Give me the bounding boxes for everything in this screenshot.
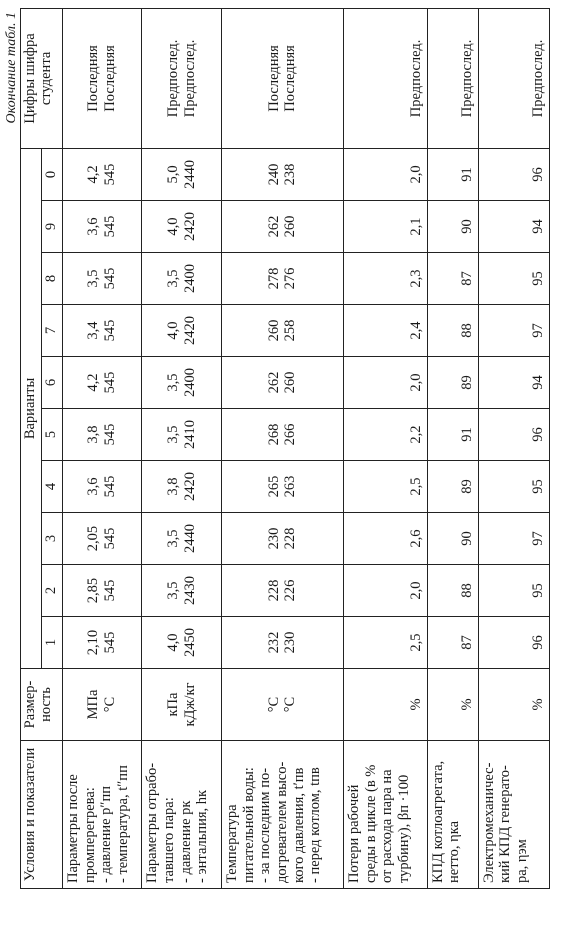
cell-line: 91 — [458, 427, 475, 442]
value-cell — [142, 565, 221, 617]
value-cell — [221, 461, 343, 513]
condition-cell — [62, 741, 141, 889]
value-cell — [427, 565, 478, 617]
digit-cell — [62, 8, 141, 148]
value-cell — [221, 148, 343, 200]
cell-line: Последняя — [265, 45, 282, 112]
cell-line: 2440 — [181, 159, 198, 189]
cell-line: кого давления, t′пв — [290, 767, 307, 883]
cell-line: Параметры отрабо- — [144, 762, 161, 883]
value-cell — [427, 357, 478, 409]
digit-cell — [142, 8, 221, 148]
cell-line: питательной воды: — [240, 767, 257, 883]
value-cell — [221, 409, 343, 461]
cell-line: 2420 — [181, 472, 198, 501]
cell-line: 88 — [458, 323, 475, 338]
value-cell — [478, 461, 549, 513]
cell-line: 262 — [265, 371, 282, 394]
cell-line: Температура — [223, 804, 240, 883]
variant-number: 9 — [41, 201, 62, 253]
cell-line: 230 — [282, 631, 299, 654]
value-cell — [62, 201, 141, 253]
value-cell — [478, 617, 549, 669]
cell-line: 545 — [102, 267, 119, 290]
cell-line: 2,85 — [85, 577, 102, 604]
cell-line: 94 — [530, 375, 547, 390]
cell-line: °С — [265, 696, 282, 713]
digit-cell — [344, 8, 428, 148]
cell-line: 4,0 — [164, 321, 181, 340]
cell-line: нетто, ηка — [446, 820, 463, 883]
value-cell — [62, 617, 141, 669]
cell-line: Потери рабочей — [346, 784, 363, 883]
cell-line: 2410 — [181, 420, 198, 449]
value-cell — [427, 148, 478, 200]
parameters-table — [20, 8, 550, 889]
value-cell — [221, 565, 343, 617]
value-cell — [344, 565, 428, 617]
value-cell — [221, 305, 343, 357]
unit-cell — [62, 669, 141, 741]
value-cell — [344, 148, 428, 200]
cell-line: 2400 — [181, 368, 198, 397]
cell-line: 276 — [282, 267, 299, 290]
cell-line: кий КПД генерато- — [497, 765, 514, 883]
cell-line: кПа — [164, 692, 181, 717]
cell-line: 2420 — [181, 316, 198, 345]
dimension-header: Размер-ность — [21, 669, 63, 741]
value-cell — [221, 253, 343, 305]
cell-line: 226 — [282, 579, 299, 602]
cell-line: 2,5 — [408, 633, 425, 652]
unit-cell — [221, 669, 343, 741]
value-cell — [142, 305, 221, 357]
cell-line: 97 — [530, 323, 547, 338]
value-cell — [344, 409, 428, 461]
cell-line: 2420 — [181, 212, 198, 241]
variant-number: 0 — [41, 148, 62, 200]
cell-line: 545 — [102, 163, 119, 186]
cell-line: 240 — [265, 163, 282, 186]
cell-line: 260 — [282, 371, 299, 394]
cell-line: промперегрева: — [81, 787, 98, 883]
cell-line: 3,8 — [85, 425, 102, 444]
cell-line: 2,05 — [85, 525, 102, 552]
value-cell — [478, 253, 549, 305]
cell-line: 2440 — [181, 524, 198, 553]
value-cell — [427, 305, 478, 357]
value-cell — [478, 565, 549, 617]
cell-line: 3,8 — [164, 477, 181, 496]
cell-line: 2,0 — [408, 581, 425, 600]
cell-line: 3,4 — [85, 321, 102, 340]
cell-line: 3,5 — [164, 269, 181, 288]
cell-line: °С — [282, 696, 299, 713]
cell-line: 3,6 — [85, 477, 102, 496]
unit-cell — [142, 669, 221, 741]
cell-line: 95 — [530, 479, 547, 494]
cell-line: 2,10 — [85, 629, 102, 656]
table-row — [478, 8, 549, 888]
cell-line: кДж/кг — [181, 682, 198, 727]
cell-line: 91 — [458, 167, 475, 182]
cell-line: Последняя — [282, 45, 299, 112]
variant-number: 8 — [41, 253, 62, 305]
cell-line: 545 — [102, 579, 119, 602]
cell-line: 545 — [102, 475, 119, 498]
cell-line: 2,4 — [408, 321, 425, 340]
variant-number: 4 — [41, 461, 62, 513]
cell-line: 2,0 — [408, 165, 425, 184]
table-row — [62, 8, 141, 888]
cell-line: 3,5 — [164, 373, 181, 392]
digit-cell — [478, 8, 549, 148]
condition-cell — [344, 741, 428, 889]
cell-line: 4,0 — [164, 217, 181, 236]
cell-line: - давление p″пп — [98, 786, 115, 883]
cell-line: 545 — [102, 527, 119, 550]
table-row — [427, 8, 478, 888]
cell-line: тавшего пара: — [161, 797, 178, 883]
cell-line: 89 — [458, 375, 475, 390]
header-row — [21, 8, 42, 888]
cell-line: от расхода пара на — [379, 769, 396, 883]
value-cell — [344, 305, 428, 357]
cell-line: МПа — [85, 689, 102, 720]
cell-line: 2,5 — [408, 477, 425, 496]
cell-line: Предпослед. — [181, 39, 198, 118]
cell-line: °С — [102, 696, 119, 713]
cell-line: - давление pк — [177, 800, 194, 883]
value-cell — [344, 201, 428, 253]
cell-line: 545 — [102, 631, 119, 654]
cell-line: % — [458, 698, 475, 711]
cell-line: 545 — [102, 215, 119, 238]
cell-line: - перед котлом, tпв — [307, 767, 324, 883]
value-cell — [478, 357, 549, 409]
value-cell — [221, 201, 343, 253]
cell-line: КПД котлоагрегата, — [429, 760, 446, 883]
cell-line: 3,5 — [164, 581, 181, 600]
condition-cell — [427, 741, 478, 889]
value-cell — [62, 148, 141, 200]
cell-line: 95 — [530, 271, 547, 286]
unit-cell — [478, 669, 549, 741]
value-cell — [142, 617, 221, 669]
variant-number: 5 — [41, 409, 62, 461]
cell-line: 265 — [265, 475, 282, 498]
condition-cell — [221, 741, 343, 889]
value-cell — [344, 461, 428, 513]
table-row — [142, 8, 221, 888]
variant-number: 1 — [41, 617, 62, 669]
cell-line: 2,0 — [408, 373, 425, 392]
cell-line: Электромеханичес- — [480, 762, 497, 883]
cell-line: Предпослед. — [530, 39, 547, 118]
cell-line: % — [530, 698, 547, 711]
cell-line: - энтальпия, hк — [194, 789, 211, 883]
cell-line: 2400 — [181, 264, 198, 293]
variant-number: 3 — [41, 513, 62, 565]
cell-line: 263 — [282, 475, 299, 498]
conditions-header: Условия и показатели — [21, 741, 63, 889]
value-cell — [427, 409, 478, 461]
cell-line: - температура, t″пп — [114, 765, 131, 883]
variant-number: 7 — [41, 305, 62, 357]
digit-cell — [427, 8, 478, 148]
value-cell — [62, 565, 141, 617]
cell-line: ра, ηэм — [513, 839, 530, 883]
variants-header: Варианты — [21, 148, 42, 668]
cell-line: Последняя — [85, 45, 102, 112]
cell-line: 238 — [282, 163, 299, 186]
cell-line: 232 — [265, 631, 282, 654]
cell-line: 228 — [282, 527, 299, 550]
value-cell — [478, 513, 549, 565]
value-cell — [344, 357, 428, 409]
unit-cell — [344, 669, 428, 741]
value-cell — [142, 513, 221, 565]
cell-line: 2,1 — [408, 217, 425, 236]
digits-header: Цифры шифра студента — [21, 8, 63, 148]
value-cell — [427, 513, 478, 565]
cell-line: Параметры после — [64, 774, 81, 883]
cell-line: 258 — [282, 319, 299, 342]
cell-line: среды в цикле (в % — [362, 764, 379, 883]
cell-line: 228 — [265, 579, 282, 602]
cell-line: Предпослед. — [408, 39, 425, 118]
cell-line: 90 — [458, 531, 475, 546]
cell-line: турбину), βп ·100 — [396, 774, 413, 883]
value-cell — [62, 357, 141, 409]
cell-line: 2430 — [181, 576, 198, 605]
value-cell — [142, 409, 221, 461]
cell-line: 230 — [265, 527, 282, 550]
cell-line: - за последним по- — [257, 767, 274, 883]
value-cell — [142, 201, 221, 253]
cell-line: 90 — [458, 219, 475, 234]
condition-cell — [478, 741, 549, 889]
value-cell — [427, 461, 478, 513]
value-cell — [344, 617, 428, 669]
cell-line: 96 — [530, 427, 547, 442]
cell-line: 94 — [530, 219, 547, 234]
table-caption: Окончание табл. 1 — [4, 12, 19, 124]
cell-line: догревателем высо- — [273, 761, 290, 883]
value-cell — [62, 409, 141, 461]
cell-line: 89 — [458, 479, 475, 494]
value-cell — [62, 461, 141, 513]
cell-line: Предпослед. — [164, 39, 181, 118]
cell-line: 260 — [265, 319, 282, 342]
cell-line: 260 — [282, 215, 299, 238]
value-cell — [478, 201, 549, 253]
cell-line: 3,5 — [164, 529, 181, 548]
cell-line: 262 — [265, 215, 282, 238]
cell-line: 87 — [458, 635, 475, 650]
cell-line: Последняя — [102, 45, 119, 112]
cell-line: 97 — [530, 531, 547, 546]
cell-line: 4,2 — [85, 373, 102, 392]
cell-line: 95 — [530, 583, 547, 598]
variant-number: 6 — [41, 357, 62, 409]
cell-line: 3,5 — [85, 269, 102, 288]
value-cell — [142, 357, 221, 409]
cell-line: 4,2 — [85, 165, 102, 184]
value-cell — [478, 305, 549, 357]
value-cell — [62, 513, 141, 565]
cell-line: 545 — [102, 371, 119, 394]
condition-cell — [142, 741, 221, 889]
value-cell — [427, 253, 478, 305]
cell-line: 545 — [102, 423, 119, 446]
cell-line: 278 — [265, 267, 282, 290]
cell-line: 268 — [265, 423, 282, 446]
cell-line: 87 — [458, 271, 475, 286]
cell-line: 3,5 — [164, 425, 181, 444]
value-cell — [427, 201, 478, 253]
cell-line: 88 — [458, 583, 475, 598]
variant-number: 2 — [41, 565, 62, 617]
cell-line: 2,2 — [408, 425, 425, 444]
value-cell — [62, 253, 141, 305]
digit-cell — [221, 8, 343, 148]
table-row — [221, 8, 343, 888]
value-cell — [478, 409, 549, 461]
value-cell — [142, 461, 221, 513]
cell-line: 96 — [530, 167, 547, 182]
value-cell — [427, 617, 478, 669]
cell-line: 3,6 — [85, 217, 102, 236]
cell-line: 96 — [530, 635, 547, 650]
value-cell — [344, 253, 428, 305]
unit-cell — [427, 669, 478, 741]
value-cell — [142, 148, 221, 200]
cell-line: 266 — [282, 423, 299, 446]
value-cell — [221, 617, 343, 669]
cell-line: Предпослед. — [458, 39, 475, 118]
cell-line: 545 — [102, 319, 119, 342]
value-cell — [221, 357, 343, 409]
table-row — [344, 8, 428, 888]
cell-line: % — [408, 698, 425, 711]
cell-line: 2,6 — [408, 529, 425, 548]
value-cell — [478, 148, 549, 200]
value-cell — [62, 305, 141, 357]
value-cell — [221, 513, 343, 565]
cell-line: 2450 — [181, 628, 198, 657]
value-cell — [344, 513, 428, 565]
value-cell — [142, 253, 221, 305]
cell-line: 4,0 — [164, 633, 181, 652]
cell-line: 2,3 — [408, 269, 425, 288]
cell-line: 5,0 — [164, 165, 181, 184]
